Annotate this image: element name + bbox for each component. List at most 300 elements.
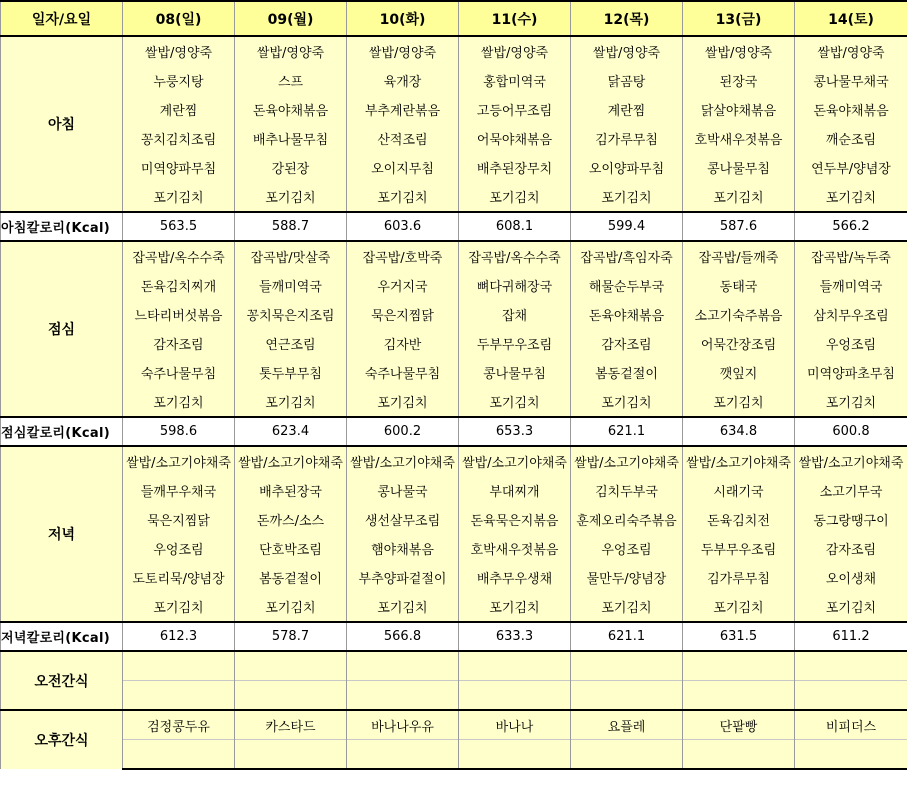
lunch-kcal-row [1,417,907,446]
menu-item-text: 감자조림 [153,338,204,353]
breakfast-kcal-row [1,212,907,241]
menu-item-text: 뼈다귀해장국 [476,280,553,295]
menu-item-text: 콩나물무채국 [813,75,889,90]
breakfast-cell [235,124,347,153]
breakfast-cell [235,95,347,124]
dinner-cell [235,505,347,534]
menu-item-text: 포기김치 [713,396,764,411]
dinner-row [1,534,907,563]
breakfast-cell [683,124,795,153]
menu-item-text: 산적조림 [377,133,428,148]
dinner-cell [571,592,683,622]
dinner-cell [347,563,459,592]
menu-item-text: 들깨무우채국 [140,485,217,500]
breakfast-cell [795,95,907,124]
menu-item-text: 생선살무조림 [364,514,441,529]
menu-item-text: 쌀밥/영양죽 [592,46,661,61]
menu-item-text: 쌀밥/소고기야채죽 [798,456,904,471]
menu-item-text: 연근조림 [265,338,316,353]
dinner-cell [795,505,907,534]
meal-table-body [1,1,907,769]
menu-item-text: 오이생채 [825,572,877,587]
breakfast-cell [123,153,235,182]
dinner-cell [795,446,907,476]
lunch-cell [235,387,347,417]
pm_snack-row [1,710,907,740]
dinner-cell [235,563,347,592]
lunch-cell [347,358,459,387]
menu-item-text: 숙주나물무침 [140,367,217,382]
menu-item-text: 누룽지탕 [153,75,204,90]
am_snack-cell [347,681,459,711]
lunch-label: 점심 [1,241,123,417]
lunch-cell [123,241,235,271]
lunch-cell [571,241,683,271]
menu-item-text: 쌀밥/소고기야채죽 [126,456,231,471]
pm_snack-cell [235,740,347,770]
lunch-cell [683,329,795,358]
breakfast-cell [683,66,795,95]
dinner-cell [683,534,795,563]
lunch-cell [459,358,571,387]
breakfast-cell [571,95,683,124]
lunch-cell [347,300,459,329]
dinner-cell [123,534,235,563]
breakfast-cell [459,153,571,182]
lunch-cell [683,358,795,387]
menu-item-text: 잡곡밥/옥수수죽 [132,251,225,266]
am_snack-row [1,681,907,711]
pm_snack-cell [683,710,795,740]
menu-item-text: 쌀밥/영양죽 [817,46,885,61]
breakfast-cell [123,36,235,66]
dinner-row [1,563,907,592]
dinner-cell [123,505,235,534]
menu-item-text: 포기김치 [377,396,428,411]
lunch-cell [683,387,795,417]
menu-item-text: 김가루무침 [707,572,770,587]
dinner-cell [347,534,459,563]
menu-item-text: 배추나물무침 [252,133,329,148]
corner-header: 일자/요일 [1,1,123,36]
pm_snack-cell [683,740,795,770]
menu-item-text: 포기김치 [601,396,652,411]
menu-item-text: 오이양파무침 [588,162,665,177]
lunch-cell [235,241,347,271]
menu-item-text: 돈까스/소스 [256,514,325,529]
menu-item-text: 들깨미역국 [259,280,322,295]
breakfast-cell [459,66,571,95]
menu-item-text: 도토리묵/양념장 [132,572,225,587]
dinner-cell [683,592,795,622]
lunch-cell [123,271,235,300]
breakfast-row [1,36,907,66]
breakfast-row [1,95,907,124]
dinner-cell [571,505,683,534]
menu-item-text: 배추무우생채 [476,572,553,587]
menu-item-text: 포기김치 [825,191,877,206]
dinner-row [1,505,907,534]
breakfast-cell [235,182,347,212]
breakfast-cell [795,124,907,153]
am_snack-cell [459,651,571,681]
lunch-cell [347,387,459,417]
menu-item-text: 부추계란볶음 [364,104,441,119]
breakfast-row [1,124,907,153]
am_snack-cell [795,651,907,681]
dinner-cell [795,592,907,622]
breakfast-cell [123,124,235,153]
dinner-cell [123,476,235,505]
menu-item-text: 김치두부국 [595,485,658,500]
dinner-cell [459,446,571,476]
dinner-kcal-value: 633.3 [459,622,571,651]
menu-item-text: 돈육묵은지볶음 [470,514,559,529]
pm_snack-cell [795,740,907,770]
lunch-row [1,271,907,300]
dinner-kcal-value: 566.8 [347,622,459,651]
menu-item-text: 검정콩두유 [147,719,210,735]
dinner-cell [123,446,235,476]
breakfast-cell [459,36,571,66]
dinner-cell [795,534,907,563]
menu-item-text: 해물순두부국 [588,280,665,295]
breakfast-cell [347,182,459,212]
lunch-kcal-value: 621.1 [571,417,683,446]
menu-item-text: 물만두/양념장 [586,572,667,587]
lunch-kcal-value: 634.8 [683,417,795,446]
menu-item-text: 강된장 [271,162,310,177]
dinner-kcal-label: 저녁칼로리(Kcal) [1,622,123,651]
lunch-kcal-value: 600.8 [795,417,907,446]
lunch-kcal-value: 653.3 [459,417,571,446]
breakfast-kcal-value: 563.5 [123,212,235,241]
lunch-cell [347,329,459,358]
lunch-cell [347,271,459,300]
dinner-cell [459,476,571,505]
menu-item-text: 쌀밥/소고기야채죽 [574,456,679,471]
lunch-cell [459,387,571,417]
am_snack-cell [235,651,347,681]
menu-item-text: 잡채 [501,309,528,324]
pm_snack-row [1,740,907,770]
menu-item-text: 어묵간장조림 [700,338,777,353]
menu-item-text: 부대찌개 [489,485,540,500]
menu-item-text: 동태국 [719,280,758,295]
menu-item-text: 요플레 [607,719,646,735]
menu-item-text: 두부무우조림 [476,338,553,353]
pm_snack-cell [795,710,907,740]
pm_snack-cell [571,740,683,770]
pm_snack-cell [123,740,235,770]
breakfast-cell [795,153,907,182]
dinner-cell [571,534,683,563]
day-header: 08(일) [123,1,235,36]
menu-item-text: 동그랑땡구이 [813,514,889,529]
menu-item-text: 육개장 [383,75,422,90]
breakfast-cell [347,66,459,95]
menu-item-text: 닭곰탕 [607,75,646,90]
lunch-cell [235,271,347,300]
menu-item-text: 콩나물국 [377,485,428,500]
dinner-kcal-value: 631.5 [683,622,795,651]
header-row [1,1,907,36]
breakfast-cell [795,36,907,66]
menu-item-text: 훈제오리숙주볶음 [576,514,677,529]
menu-item-text: 잡곡밥/호박죽 [362,251,443,266]
lunch-cell [571,387,683,417]
lunch-cell [795,329,907,358]
dinner-kcal-value: 611.2 [795,622,907,651]
am_snack-cell [571,651,683,681]
breakfast-kcal-value: 599.4 [571,212,683,241]
breakfast-row [1,153,907,182]
menu-item-text: 돈육야채볶음 [252,104,329,119]
dinner-cell [347,476,459,505]
dinner-cell [235,476,347,505]
menu-item-text: 우엉조림 [153,543,204,558]
dinner-cell [347,592,459,622]
breakfast-cell [347,153,459,182]
menu-item-text: 포기김치 [825,601,877,616]
breakfast-cell [571,182,683,212]
dinner-cell [683,476,795,505]
lunch-kcal-value: 600.2 [347,417,459,446]
menu-item-text: 잡곡밥/흑임자죽 [580,251,673,266]
lunch-cell [795,387,907,417]
dinner-cell [235,446,347,476]
menu-item-text: 우엉조림 [825,338,877,353]
pm_snack-cell [459,740,571,770]
menu-item-text: 배추된장무치 [476,162,553,177]
breakfast-kcal-value: 566.2 [795,212,907,241]
breakfast-cell [571,66,683,95]
day-header: 09(월) [235,1,347,36]
menu-item-text: 돈육야채볶음 [813,104,889,119]
menu-item-text: 쌀밥/소고기야채죽 [686,456,791,471]
breakfast-cell [235,153,347,182]
am_snack-cell [795,681,907,711]
menu-item-text: 쌀밥/영양죽 [368,46,437,61]
menu-item-text: 봄동겉절이 [259,572,322,587]
breakfast-cell [459,95,571,124]
dinner-cell [795,563,907,592]
menu-item-text: 닭살야채볶음 [700,104,777,119]
lunch-cell [459,241,571,271]
menu-item-text: 깻잎지 [719,367,758,382]
menu-item-text: 잡곡밥/옥수수죽 [468,251,561,266]
lunch-row [1,300,907,329]
lunch-cell [571,329,683,358]
menu-item-text: 연두부/양념장 [811,162,891,177]
dinner-kcal-row [1,622,907,651]
dinner-cell [459,563,571,592]
dinner-cell [459,505,571,534]
am_snack-cell [683,681,795,711]
menu-item-text: 햄야채볶음 [371,543,434,558]
menu-item-text: 비피더스 [825,719,877,735]
am_snack-cell [571,681,683,711]
menu-item-text: 포기김치 [489,601,540,616]
breakfast-row [1,182,907,212]
menu-item-text: 부추양파겉절이 [358,572,447,587]
menu-item-text: 포기김치 [377,601,428,616]
menu-item-text: 포기김치 [489,396,540,411]
dinner-cell [683,505,795,534]
menu-item-text: 배추된장국 [259,485,322,500]
lunch-row [1,358,907,387]
lunch-kcal-value: 598.6 [123,417,235,446]
breakfast-cell [683,95,795,124]
menu-item-text: 김자반 [383,338,422,353]
menu-item-text: 잡곡밥/녹두죽 [811,251,891,266]
menu-item-text: 어묵야채볶음 [476,133,553,148]
menu-item-text: 쌀밥/영양죽 [480,46,549,61]
menu-item-text: 포기김치 [825,396,877,411]
menu-item-text: 묵은지찜닭 [147,514,210,529]
menu-item-text: 포기김치 [153,396,204,411]
lunch-row [1,329,907,358]
dinner-row [1,592,907,622]
menu-item-text: 포기김치 [265,601,316,616]
lunch-cell [123,387,235,417]
pm_snack-cell [347,740,459,770]
day-header: 12(목) [571,1,683,36]
menu-item-text: 돈육김치찌개 [140,280,217,295]
breakfast-cell [123,66,235,95]
menu-item-text: 시래기국 [713,485,764,500]
lunch-cell [123,329,235,358]
lunch-cell [683,300,795,329]
lunch-kcal-value: 623.4 [235,417,347,446]
menu-item-text: 계란찜 [607,104,646,119]
menu-item-text: 된장국 [719,75,758,90]
menu-item-text: 돈육김치전 [707,514,770,529]
breakfast-cell [459,182,571,212]
menu-item-text: 포기김치 [601,601,652,616]
lunch-cell [795,300,907,329]
lunch-cell [795,358,907,387]
breakfast-cell [459,124,571,153]
day-header: 14(토) [795,1,907,36]
lunch-row [1,387,907,417]
menu-item-text: 삼치무우조림 [813,309,889,324]
menu-item-text: 포기김치 [265,396,316,411]
menu-item-text: 고등어무조림 [476,104,553,119]
menu-item-text: 포기김치 [153,191,204,206]
lunch-cell [795,241,907,271]
dinner-cell [571,446,683,476]
menu-item-text: 쌀밥/소고기야채죽 [238,456,343,471]
lunch-cell [123,358,235,387]
lunch-cell [235,300,347,329]
menu-item-text: 꽁치김치조림 [140,133,217,148]
am_snack-cell [683,651,795,681]
am_snack-cell [347,651,459,681]
dinner-cell [123,592,235,622]
dinner-cell [235,592,347,622]
dinner-cell [347,446,459,476]
day-header: 10(화) [347,1,459,36]
menu-item-text: 단호박조림 [259,543,322,558]
pm_snack-label: 오후간식 [1,710,123,769]
menu-item-text: 우거지국 [377,280,428,295]
menu-item-text: 오이지무침 [371,162,434,177]
menu-item-text: 바나나 [495,719,534,735]
dinner-cell [683,446,795,476]
breakfast-cell [235,66,347,95]
menu-item-text: 포기김치 [265,191,316,206]
lunch-cell [459,300,571,329]
menu-item-text: 미역양파무침 [140,162,217,177]
menu-item-text: 두부무우조림 [700,543,777,558]
dinner-cell [235,534,347,563]
menu-item-text: 소고기무국 [819,485,883,500]
menu-item-text: 잡곡밥/맛살죽 [250,251,331,266]
dinner-row [1,446,907,476]
dinner-cell [571,476,683,505]
am_snack-cell [235,681,347,711]
breakfast-cell [347,95,459,124]
menu-item-text: 쌀밥/소고기야채죽 [350,456,455,471]
dinner-kcal-value: 612.3 [123,622,235,651]
lunch-cell [123,300,235,329]
am_snack-row [1,651,907,681]
lunch-kcal-label: 점심칼로리(Kcal) [1,417,123,446]
menu-item-text: 봄동겉절이 [595,367,658,382]
menu-item-text: 콩나물무침 [483,367,546,382]
breakfast-row [1,66,907,95]
lunch-cell [571,271,683,300]
menu-item-text: 쌀밥/영양죽 [144,46,213,61]
dinner-cell [459,592,571,622]
dinner-cell [571,563,683,592]
menu-item-text: 들깨미역국 [819,280,883,295]
breakfast-cell [683,153,795,182]
menu-item-text: 포기김치 [489,191,540,206]
breakfast-label: 아침 [1,36,123,212]
menu-item-text: 계란찜 [159,104,198,119]
menu-item-text: 느타리버섯볶음 [134,309,223,324]
breakfast-cell [123,182,235,212]
dinner-cell [683,563,795,592]
day-header: 13(금) [683,1,795,36]
menu-item-text: 깨순조림 [825,133,877,148]
dinner-cell [795,476,907,505]
menu-item-text: 포기김치 [153,601,204,616]
am_snack-cell [123,681,235,711]
menu-item-text: 포기김치 [601,191,652,206]
breakfast-cell [683,182,795,212]
menu-item-text: 카스타드 [265,719,316,735]
breakfast-cell [123,95,235,124]
dinner-kcal-value: 578.7 [235,622,347,651]
menu-item-text: 호박새우젓볶음 [470,543,559,558]
pm_snack-cell [123,710,235,740]
am_snack-cell [123,651,235,681]
menu-item-text: 단팥빵 [719,719,758,735]
menu-item-text: 소고기숙주볶음 [694,309,783,324]
lunch-cell [683,241,795,271]
breakfast-cell [571,153,683,182]
pm_snack-cell [235,710,347,740]
lunch-row [1,241,907,271]
breakfast-kcal-value: 603.6 [347,212,459,241]
menu-item-text: 포기김치 [377,191,428,206]
menu-item-text: 우엉조림 [601,543,652,558]
am_snack-cell [459,681,571,711]
breakfast-cell [571,36,683,66]
